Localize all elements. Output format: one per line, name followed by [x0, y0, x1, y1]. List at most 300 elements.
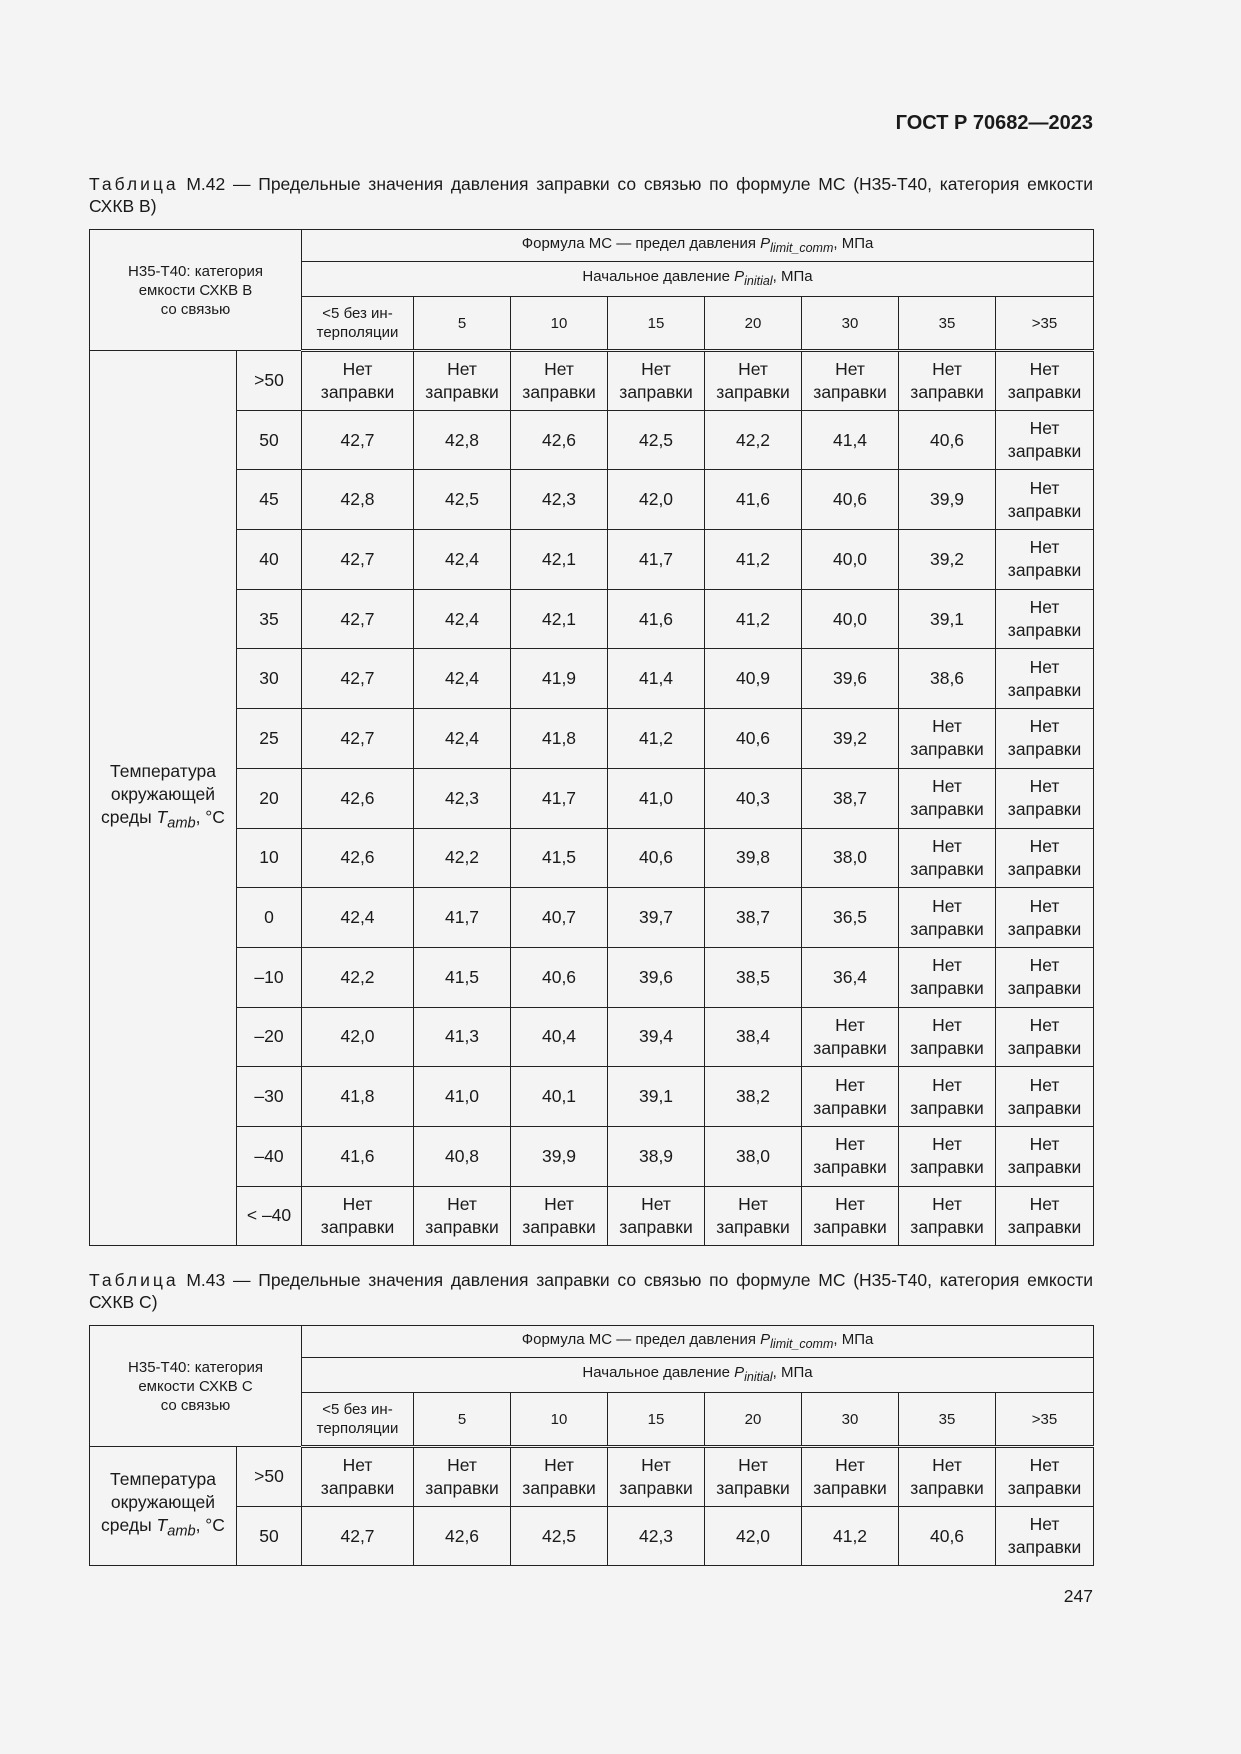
cell-value: Нет заправки — [1007, 955, 1082, 999]
table-cell — [802, 1506, 899, 1566]
table-cell — [511, 768, 608, 828]
temperature-value: –10 — [254, 966, 284, 987]
formula-header-text: Формула МС — предел давления — [521, 1330, 761, 1348]
table-cell — [996, 828, 1094, 888]
cell-value: Нет заправки — [813, 1074, 887, 1118]
document-code: ГОСТ Р 70682—2023 — [895, 112, 1093, 134]
table-cell — [302, 768, 414, 828]
cell-value: 39,7 — [638, 907, 674, 928]
table-cell — [608, 1447, 705, 1507]
cell-value: 42,4 — [444, 668, 480, 689]
cell-value: 38,6 — [929, 668, 965, 689]
cell-value: 41,9 — [541, 668, 577, 689]
symbol-p: T — [156, 807, 168, 828]
formula-header-text: Формула МС — предел давления — [521, 234, 761, 252]
cell-value: 40,8 — [444, 1145, 480, 1166]
temperature-value: 50 — [259, 1525, 279, 1546]
column-header — [899, 297, 996, 351]
cell-value: Нет заправки — [910, 1074, 984, 1118]
table-cell — [996, 947, 1094, 1007]
table-row — [90, 888, 1094, 948]
cell-value: Нет заправки — [813, 1193, 887, 1237]
cell-value: 42,5 — [541, 1525, 577, 1546]
cell-value: Нет заправки — [910, 1454, 984, 1498]
cell-value: 42,0 — [340, 1026, 375, 1047]
caption-lead: Таблица — [89, 174, 179, 194]
cell-value: Нет заправки — [910, 716, 984, 760]
table-cell — [414, 530, 511, 590]
cell-value: Нет заправки — [320, 1193, 395, 1237]
table-cell — [608, 1126, 705, 1186]
temperature-value: 0 — [264, 907, 274, 928]
cell-value: Нет заправки — [1007, 1014, 1082, 1058]
cell-value: Нет заправки — [1007, 1074, 1082, 1118]
table-cell — [414, 828, 511, 888]
cell-value: Нет заправки — [1007, 537, 1082, 581]
table-cell — [802, 768, 899, 828]
cell-value: 42,2 — [340, 966, 375, 987]
cell-value: 39,8 — [735, 847, 771, 868]
cell-value: 42,7 — [340, 727, 375, 748]
table-cell — [996, 888, 1094, 948]
cell-value: 38,7 — [832, 787, 868, 808]
table-cell — [608, 1506, 705, 1566]
table-cell — [802, 1186, 899, 1246]
table-cell — [511, 1506, 608, 1566]
formula-header-cell — [302, 1326, 1094, 1358]
table-cell — [996, 709, 1094, 769]
table-cell — [608, 888, 705, 948]
cell-value: 40,0 — [832, 608, 868, 629]
table-cell — [996, 1067, 1094, 1127]
temperature-cell — [237, 1126, 302, 1186]
cell-value: Нет заправки — [813, 1014, 887, 1058]
cell-value: 41,2 — [638, 727, 674, 748]
cell-value: Нет заправки — [1007, 597, 1082, 641]
table-cell — [899, 1186, 996, 1246]
temperature-cell — [237, 1447, 302, 1507]
stub-header-cell — [90, 1326, 302, 1447]
temperature-cell — [237, 709, 302, 769]
cell-value: Нет заправки — [716, 1454, 790, 1498]
cell-value: Нет заправки — [1007, 418, 1082, 462]
caption-text: М.43 — Предельные значения давления заправки со связью по формуле МС (Н35-Т40, категория емкости СХКВ С) — [89, 1270, 1093, 1312]
symbol-p: P — [734, 268, 745, 285]
column-header-label: 15 — [647, 1410, 665, 1428]
cell-value: 42,7 — [340, 608, 375, 629]
column-header — [802, 297, 899, 351]
table-cell — [802, 351, 899, 411]
table-cell — [608, 530, 705, 590]
table-row — [90, 1126, 1094, 1186]
table-cell — [608, 947, 705, 1007]
table-cell — [996, 410, 1094, 470]
column-header-label: 20 — [744, 1410, 762, 1428]
table-cell — [899, 947, 996, 1007]
cell-value: 42,2 — [444, 847, 480, 868]
cell-value: Нет заправки — [619, 1193, 693, 1237]
table-cell — [705, 1067, 802, 1127]
temperature-value: 25 — [259, 727, 279, 748]
table-cell — [705, 530, 802, 590]
cell-value: 42,1 — [541, 608, 577, 629]
table-cell — [302, 1447, 414, 1507]
column-header — [302, 297, 414, 351]
table-caption-m42 — [89, 173, 1093, 217]
table-cell — [802, 1067, 899, 1127]
cell-value: 41,6 — [735, 489, 771, 510]
cell-value: 39,1 — [929, 608, 965, 629]
table-cell — [511, 1447, 608, 1507]
table-cell — [414, 1007, 511, 1067]
table-cell — [705, 1447, 802, 1507]
table-cell — [802, 1447, 899, 1507]
table-row — [90, 768, 1094, 828]
table-cell — [996, 1506, 1094, 1566]
table-cell — [511, 888, 608, 948]
table-cell — [899, 888, 996, 948]
table-cell — [996, 351, 1094, 411]
temperature-value: –30 — [254, 1086, 284, 1107]
cell-value: 42,6 — [541, 429, 577, 450]
table-cell — [802, 589, 899, 649]
table-cell — [996, 530, 1094, 590]
column-header-label: 5 — [457, 1410, 467, 1428]
table-cell — [996, 1007, 1094, 1067]
table-cell — [802, 709, 899, 769]
column-header — [511, 297, 608, 351]
table-cell — [302, 470, 414, 530]
stub-header-cell — [90, 230, 302, 351]
cell-value: 41,8 — [340, 1086, 375, 1107]
table-cell — [899, 768, 996, 828]
cell-value: 41,0 — [444, 1086, 480, 1107]
cell-value: 42,7 — [340, 429, 375, 450]
table-cell — [899, 589, 996, 649]
table-cell — [511, 1007, 608, 1067]
table-cell — [414, 1186, 511, 1246]
table-row — [90, 530, 1094, 590]
formula-header-cell — [302, 230, 1094, 262]
temperature-value: 50 — [259, 429, 279, 450]
cell-value: 42,4 — [444, 608, 480, 629]
table-cell — [511, 649, 608, 709]
table-cell — [608, 1007, 705, 1067]
cell-value: Нет заправки — [1007, 477, 1082, 521]
cell-value: 42,7 — [340, 668, 375, 689]
cell-value: 39,1 — [638, 1086, 674, 1107]
cell-value: 42,7 — [340, 548, 375, 569]
table-row — [90, 649, 1094, 709]
column-header-label: 15 — [647, 314, 665, 332]
cell-value: Нет заправки — [425, 1454, 499, 1498]
table-cell — [705, 470, 802, 530]
cell-value: Нет заправки — [1007, 835, 1082, 879]
table-cell — [899, 1506, 996, 1566]
table-cell — [705, 1186, 802, 1246]
table-cell — [608, 1067, 705, 1127]
temperature-cell — [237, 649, 302, 709]
table-row — [90, 470, 1094, 530]
table-cell — [511, 1186, 608, 1246]
cell-value: 41,7 — [541, 787, 577, 808]
temperature-cell — [237, 1186, 302, 1246]
table-cell — [899, 828, 996, 888]
row-param — [90, 760, 236, 836]
table-cell — [802, 1126, 899, 1186]
column-header-label: 20 — [744, 314, 762, 332]
column-header — [996, 1393, 1094, 1447]
cell-value: 41,7 — [444, 907, 480, 928]
row-param-text: Температура окружающей среды — [101, 761, 216, 828]
cell-value: 40,0 — [832, 548, 868, 569]
cell-value: Нет заправки — [522, 358, 596, 402]
table-cell — [705, 589, 802, 649]
table-cell — [705, 410, 802, 470]
cell-value: 39,9 — [541, 1145, 577, 1166]
cell-value: 42,6 — [444, 1525, 480, 1546]
table-cell — [705, 351, 802, 411]
table-cell — [608, 768, 705, 828]
column-header — [608, 297, 705, 351]
stub-header: Н35-Т40: категория емкости СХКВ В со связью — [128, 262, 263, 318]
temperature-cell — [237, 410, 302, 470]
temperature-cell — [237, 530, 302, 590]
temperature-cell — [237, 828, 302, 888]
table-cell — [414, 1447, 511, 1507]
table-cell — [302, 1186, 414, 1246]
row-param — [90, 1468, 236, 1544]
table-cell — [996, 1447, 1094, 1507]
table-cell — [802, 828, 899, 888]
cell-value: Нет заправки — [716, 358, 790, 402]
cell-value: 36,5 — [832, 907, 868, 928]
temperature-cell — [237, 768, 302, 828]
table-row — [90, 410, 1094, 470]
row-parameter-cell — [90, 351, 237, 1246]
table-cell — [608, 589, 705, 649]
cell-value: 41,5 — [541, 847, 577, 868]
cell-value: Нет заправки — [910, 955, 984, 999]
table-cell — [802, 888, 899, 948]
row-param-unit: , °C — [195, 807, 225, 828]
table-cell — [996, 1186, 1094, 1246]
initial-header-subscript: initial — [744, 1370, 773, 1384]
table-cell — [899, 470, 996, 530]
cell-value: 39,2 — [929, 548, 965, 569]
table-cell — [608, 709, 705, 769]
table-cell — [414, 1126, 511, 1186]
cell-value: 42,8 — [444, 429, 480, 450]
initial-header-subscript: initial — [744, 274, 773, 288]
cell-value: Нет заправки — [1007, 1193, 1082, 1237]
cell-value: Нет заправки — [522, 1454, 596, 1498]
table-cell — [802, 470, 899, 530]
cell-value: 42,6 — [340, 847, 375, 868]
table-cell — [802, 530, 899, 590]
cell-value: 42,8 — [340, 489, 375, 510]
cell-value: Нет заправки — [619, 1454, 693, 1498]
table-cell — [414, 589, 511, 649]
table-cell — [705, 1506, 802, 1566]
table-cell — [511, 709, 608, 769]
column-header — [302, 1393, 414, 1447]
column-header-label: 35 — [938, 1410, 956, 1428]
table-cell — [302, 1067, 414, 1127]
table-cell — [511, 1067, 608, 1127]
column-header — [705, 1393, 802, 1447]
temperature-value: 10 — [259, 847, 279, 868]
cell-value: 42,3 — [541, 489, 577, 510]
stub-header: Н35-Т40: категория емкости СХКВ С со связью — [128, 1358, 263, 1414]
table-cell — [302, 410, 414, 470]
column-header-label: 30 — [841, 314, 859, 332]
cell-value: 36,4 — [832, 966, 868, 987]
cell-value: Нет заправки — [1007, 716, 1082, 760]
row-parameter-cell — [90, 1447, 237, 1566]
cell-value: 42,5 — [638, 429, 674, 450]
table-cell — [511, 410, 608, 470]
cell-value: Нет заправки — [813, 1454, 887, 1498]
column-header-label: <5 без ин- терполяции — [316, 305, 399, 341]
temperature-cell — [237, 888, 302, 948]
cell-value: 41,4 — [638, 668, 674, 689]
symbol-p: T — [156, 1515, 168, 1536]
cell-value: Нет заправки — [1007, 656, 1082, 700]
cell-value: 41,6 — [638, 608, 674, 629]
cell-value: 42,2 — [735, 429, 771, 450]
temperature-cell — [237, 470, 302, 530]
table-row — [90, 1447, 1094, 1507]
temperature-cell — [237, 1067, 302, 1127]
table-cell — [511, 947, 608, 1007]
cell-value: 41,2 — [735, 608, 771, 629]
formula-header-unit: , МПа — [833, 234, 874, 252]
table-cell — [608, 410, 705, 470]
initial-pressure-header-cell — [302, 1358, 1094, 1393]
table-cell — [608, 470, 705, 530]
symbol-p: P — [734, 1364, 745, 1381]
cell-value: Нет заправки — [1007, 1514, 1082, 1558]
table-cell — [899, 1126, 996, 1186]
table-cell — [414, 709, 511, 769]
table-cell — [899, 530, 996, 590]
table-cell — [996, 649, 1094, 709]
table-cell — [302, 649, 414, 709]
temperature-value: 20 — [259, 787, 279, 808]
initial-header-unit: , МПа — [772, 1364, 813, 1381]
cell-value: Нет заправки — [1007, 1454, 1082, 1498]
table-cell — [302, 888, 414, 948]
cell-value: 38,9 — [638, 1145, 674, 1166]
header-row — [90, 230, 1094, 262]
cell-value: 41,7 — [638, 548, 674, 569]
cell-value: 42,0 — [735, 1525, 771, 1546]
initial-header-text: Начальное давление — [582, 1364, 735, 1381]
table-cell — [996, 768, 1094, 828]
table-cell — [608, 828, 705, 888]
cell-value: 40,6 — [929, 1525, 965, 1546]
cell-value: 40,1 — [541, 1086, 577, 1107]
cell-value: 42,0 — [638, 489, 674, 510]
cell-value: Нет заправки — [910, 895, 984, 939]
initial-header-unit: , МПа — [772, 268, 813, 285]
cell-value: 40,7 — [541, 907, 577, 928]
temperature-cell — [237, 947, 302, 1007]
table-cell — [996, 1126, 1094, 1186]
column-header — [511, 1393, 608, 1447]
temperature-value: 30 — [259, 668, 279, 689]
table-cell — [511, 470, 608, 530]
cell-value: 42,3 — [444, 787, 480, 808]
cell-value: 42,1 — [541, 548, 577, 569]
cell-value: Нет заправки — [619, 358, 693, 402]
cell-value: Нет заправки — [910, 835, 984, 879]
cell-value: 40,4 — [541, 1026, 577, 1047]
cell-value: 41,8 — [541, 727, 577, 748]
formula-header-unit: , МПа — [833, 1330, 874, 1348]
column-header-label: <5 без ин- терполяции — [316, 1401, 399, 1437]
cell-value: 39,2 — [832, 727, 868, 748]
cell-value: 40,3 — [735, 787, 771, 808]
temperature-cell — [237, 589, 302, 649]
cell-value: Нет заправки — [813, 358, 887, 402]
table-cell — [705, 1007, 802, 1067]
table-cell — [414, 947, 511, 1007]
cell-value: 39,9 — [929, 489, 965, 510]
cell-value: 38,2 — [735, 1086, 771, 1107]
table-row — [90, 709, 1094, 769]
temperature-value: 35 — [259, 608, 279, 629]
table-cell — [705, 768, 802, 828]
table-cell — [414, 649, 511, 709]
table-row — [90, 947, 1094, 1007]
formula-header-subscript: limit_comm — [770, 1336, 834, 1351]
cell-value: 41,2 — [735, 548, 771, 569]
cell-value: 42,6 — [340, 787, 375, 808]
cell-value: Нет заправки — [320, 1454, 395, 1498]
cell-value: 38,4 — [735, 1026, 771, 1047]
table-cell — [511, 828, 608, 888]
initial-header — [302, 267, 1093, 291]
table-cell — [899, 1447, 996, 1507]
temperature-value: < –40 — [246, 1205, 292, 1226]
cell-value: 41,0 — [638, 787, 674, 808]
table-cell — [302, 351, 414, 411]
table-cell — [511, 589, 608, 649]
cell-value: 40,6 — [541, 966, 577, 987]
table-cell — [302, 589, 414, 649]
formula-header — [302, 234, 1093, 258]
temperature-cell — [237, 1506, 302, 1566]
table-caption-m43 — [89, 1269, 1093, 1313]
temperature-value: >50 — [254, 1465, 284, 1486]
table-row — [90, 828, 1094, 888]
temperature-cell — [237, 351, 302, 411]
table-cell — [414, 768, 511, 828]
table-cell — [899, 410, 996, 470]
column-header — [414, 1393, 511, 1447]
cell-value: 41,6 — [340, 1145, 375, 1166]
cell-value: 39,6 — [638, 966, 674, 987]
column-header — [608, 1393, 705, 1447]
column-header — [705, 297, 802, 351]
table-cell — [802, 947, 899, 1007]
table-row — [90, 1186, 1094, 1246]
table-cell — [302, 1126, 414, 1186]
temperature-cell — [237, 1007, 302, 1067]
row-param-text: Температура окружающей среды — [101, 1469, 216, 1536]
